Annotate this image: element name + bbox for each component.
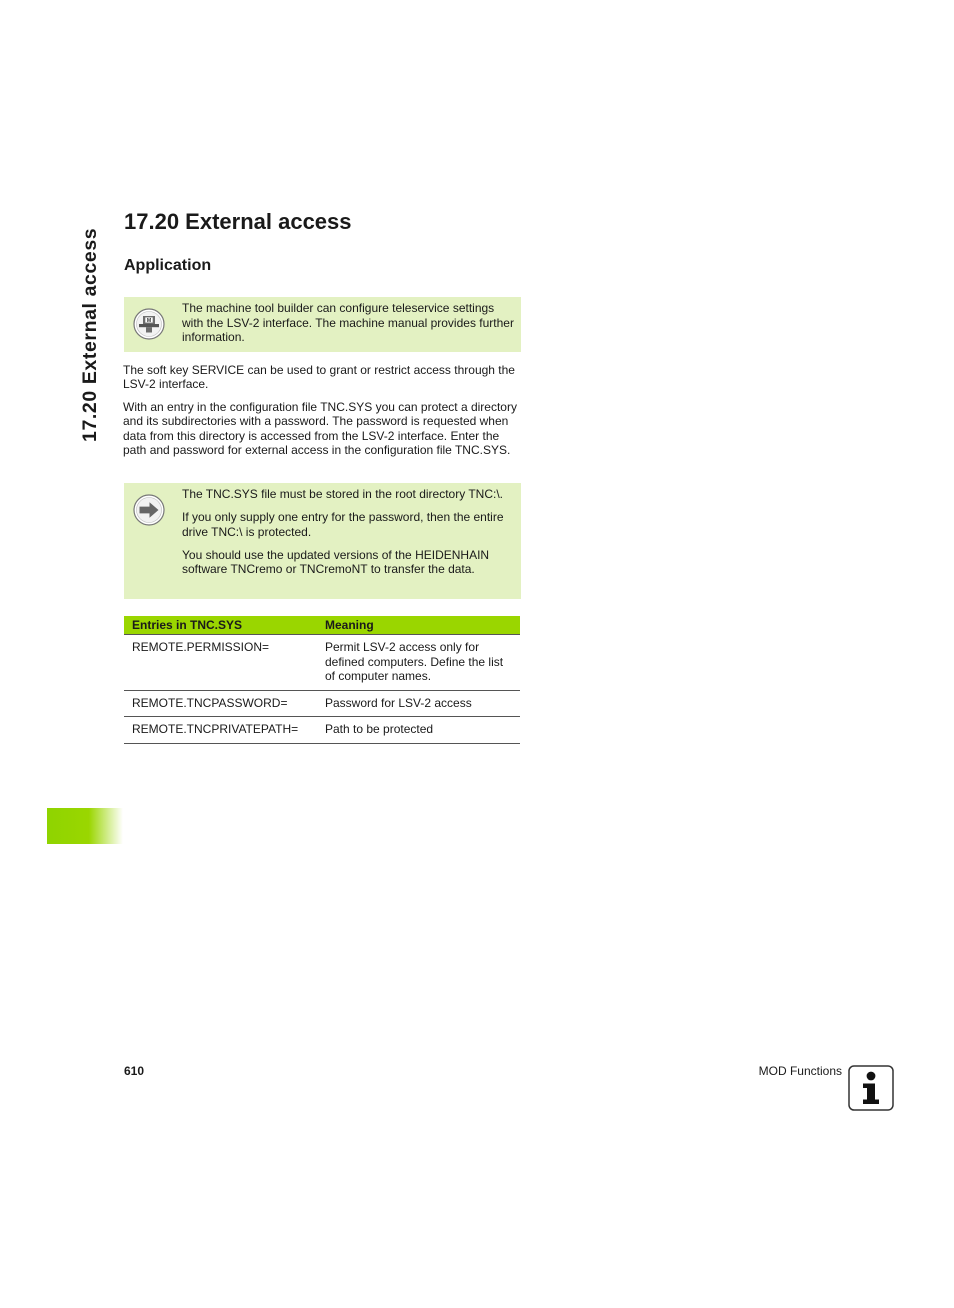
info-note-text <box>182 487 514 585</box>
note-item: You should use the updated versions of the HEIDENHAIN software TNCremo or TNCremoNT to transfer the data. <box>182 547 490 576</box>
table-row <box>124 717 520 744</box>
paragraph-service-softkey: The soft key SERVICE can be used to grant or restrict access through the LSV-2 interface. <box>123 363 515 392</box>
chapter-tab-marker <box>47 808 123 844</box>
info-note-box <box>124 483 521 599</box>
note-item: The TNC.SYS file must be stored in the root directory TNC:\. <box>182 487 504 501</box>
table-row <box>124 635 520 691</box>
subsection-title: Application <box>124 257 212 274</box>
machine-note-box <box>124 297 521 352</box>
table-cell-meaning: Path to be protected <box>317 717 520 744</box>
arrow-right-icon <box>133 494 165 526</box>
table-header-entries: Entries in TNC.SYS <box>124 616 317 635</box>
table-header-row <box>124 616 520 635</box>
note-item: If you only supply one entry for the password, then the entire drive TNC:\ is protected. <box>182 510 504 539</box>
machine-note-text: The machine tool builder can configure teleservice settings with the LSV-2 interface. The machine manual provides further information. <box>182 301 514 344</box>
table-row <box>124 690 520 717</box>
paragraph-password-protection: With an entry in the configuration file TNC.SYS you can protect a directory and its subdirectories with a password. The password is requested when data from this directory is accessed from the LSV-2 interface. Enter the path and password for external access in the configuration file TNC.SYS. <box>123 400 517 457</box>
table-cell-entry: REMOTE.PERMISSION= <box>124 635 317 691</box>
table-cell-entry: REMOTE.TNCPASSWORD= <box>124 690 317 717</box>
tnc-sys-entries-table <box>124 616 520 744</box>
table-cell-meaning: Permit LSV-2 access only for defined computers. Define the list of computer names. <box>317 635 520 691</box>
table-cell-meaning: Password for LSV-2 access <box>317 690 520 717</box>
section-title: 17.20 External access <box>124 209 352 234</box>
side-tab-title <box>78 212 104 442</box>
info-icon <box>848 1065 894 1111</box>
machine-icon-label: M <box>146 317 152 324</box>
table-header-meaning: Meaning <box>317 616 520 635</box>
side-tab-title-text: 17.20 External access <box>79 227 101 442</box>
footer-section-title: MOD Functions <box>758 1064 842 1078</box>
machine-manual-icon <box>133 308 165 340</box>
table-cell-entry: REMOTE.TNCPRIVATEPATH= <box>124 717 317 744</box>
page-number: 610 <box>124 1064 145 1078</box>
